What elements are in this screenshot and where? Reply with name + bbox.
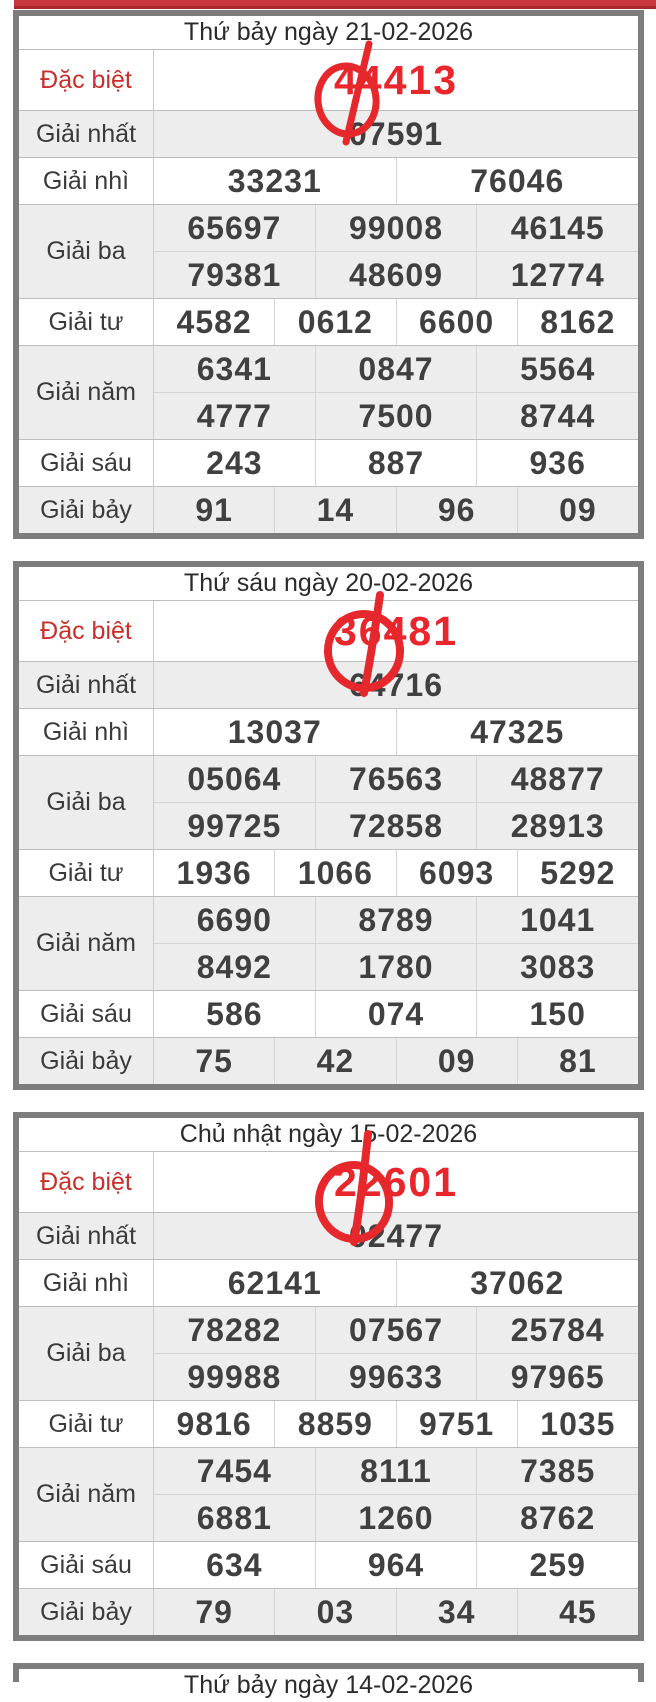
- prize-row-fifth: [19, 1447, 638, 1541]
- prize-number: 76563: [315, 756, 477, 802]
- special-prize-row: [19, 1151, 638, 1212]
- prize-row-third: [19, 755, 638, 849]
- prize-row-fourth: [19, 1400, 638, 1447]
- top-red-bar: [14, 0, 656, 9]
- date-title: Thứ bảy ngày 21-02-2026: [183, 18, 474, 46]
- prize-label: Giải nhì: [42, 717, 130, 746]
- prize-label: Giải bảy: [40, 1597, 132, 1626]
- prize-number: 1066: [274, 850, 395, 896]
- prize-label: Giải nhì: [42, 1268, 130, 1297]
- table-date-header: [19, 567, 638, 600]
- result-table-1: [13, 10, 644, 539]
- prize-row-fifth: [19, 896, 638, 990]
- prize-label: Giải ba: [46, 1339, 126, 1367]
- prize-label: Giải bảy: [40, 495, 132, 524]
- prize-number: 05064: [187, 760, 282, 797]
- prize-number: 72858: [315, 803, 477, 849]
- prize-row-seventh: [19, 1588, 638, 1635]
- prize-number: 14: [274, 487, 395, 533]
- special-prize-number: 22601: [333, 1158, 458, 1205]
- prize-number: 7385: [476, 1448, 638, 1494]
- prize-row-first: [19, 661, 638, 708]
- prize-number: 074: [315, 991, 477, 1037]
- prize-row-sixth: [19, 439, 638, 486]
- prize-number: 634: [206, 1546, 263, 1583]
- prize-number: 64716: [349, 666, 443, 703]
- prize-label: Giải năm: [35, 929, 137, 957]
- prize-number: 8492: [196, 948, 272, 985]
- prize-row-second: [19, 1259, 638, 1306]
- table-date-header: [19, 1118, 638, 1151]
- prize-number: 97965: [476, 1354, 638, 1400]
- prize-number: 586: [206, 995, 263, 1032]
- prize-number: 259: [476, 1542, 638, 1588]
- prize-label: Giải sáu: [40, 448, 132, 477]
- prize-row-second: [19, 157, 638, 204]
- prize-number: 28913: [476, 803, 638, 849]
- prize-number: 79381: [187, 256, 282, 293]
- prize-label: Giải ba: [46, 237, 126, 265]
- date-title: Thứ sáu ngày 20-02-2026: [183, 569, 474, 597]
- result-table-4-partial: [13, 1663, 644, 1699]
- prize-label: Giải nhất: [35, 1221, 137, 1250]
- prize-number: 8789: [315, 897, 477, 943]
- prize-number: 243: [206, 444, 263, 481]
- prize-row-seventh: [19, 1037, 638, 1084]
- prize-number: 9816: [176, 1405, 252, 1442]
- prize-row-third: [19, 1306, 638, 1400]
- special-prize-row: [19, 600, 638, 661]
- prize-number: 46145: [476, 205, 638, 251]
- prize-number: 4582: [176, 303, 252, 340]
- prize-number: 887: [315, 440, 477, 486]
- prize-number: 99008: [315, 205, 477, 251]
- prize-number: 4777: [196, 397, 272, 434]
- prize-label: Giải nhất: [35, 670, 137, 699]
- prize-number: 99725: [187, 807, 282, 844]
- prize-number: 6093: [396, 850, 517, 896]
- prize-number: 65697: [187, 209, 282, 246]
- prize-row-first: [19, 1212, 638, 1259]
- prize-label: Giải tư: [48, 307, 124, 336]
- prize-number: 1041: [476, 897, 638, 943]
- prize-number: 0847: [315, 346, 477, 392]
- prize-label: Giải nhì: [42, 166, 130, 195]
- special-prize-number: 44413: [333, 56, 458, 103]
- prize-row-third: [19, 204, 638, 298]
- special-prize-row: [19, 49, 638, 110]
- result-table-3: [13, 1112, 644, 1641]
- prize-label: Giải tư: [48, 1409, 124, 1438]
- prize-number: 48877: [476, 756, 638, 802]
- prize-row-fifth: [19, 345, 638, 439]
- prize-number: 09: [517, 487, 638, 533]
- prize-row-sixth: [19, 1541, 638, 1588]
- prize-number: 5564: [476, 346, 638, 392]
- prize-number: 07591: [349, 115, 443, 152]
- prize-number: 6690: [196, 901, 272, 938]
- prize-number: 8744: [476, 393, 638, 439]
- prize-number: 8111: [315, 1448, 477, 1494]
- prize-number: 9751: [396, 1401, 517, 1447]
- prize-number: 13037: [227, 713, 322, 750]
- prize-number: 91: [195, 491, 233, 528]
- prize-label: Giải tư: [48, 858, 124, 887]
- prize-row-first: [19, 110, 638, 157]
- prize-number: 8859: [274, 1401, 395, 1447]
- prize-row-second: [19, 708, 638, 755]
- prize-number: 81: [517, 1038, 638, 1084]
- prize-number: 0612: [274, 299, 395, 345]
- prize-number: 47325: [396, 709, 639, 755]
- prize-number: 07567: [315, 1307, 477, 1353]
- prize-number: 964: [315, 1542, 477, 1588]
- prize-number: 33231: [227, 162, 322, 199]
- result-table-2: [13, 561, 644, 1090]
- prize-number: 3083: [476, 944, 638, 990]
- prize-number: 78282: [187, 1311, 282, 1348]
- prize-number: 6600: [396, 299, 517, 345]
- prize-number: 34: [396, 1589, 517, 1635]
- prize-label: Giải năm: [35, 1480, 137, 1508]
- prize-number: 936: [476, 440, 638, 486]
- prize-label: Giải sáu: [40, 999, 132, 1028]
- prize-label: Đặc biệt: [40, 1167, 132, 1196]
- prize-label: Giải bảy: [40, 1046, 132, 1075]
- prize-row-seventh: [19, 486, 638, 533]
- prize-number: 99988: [187, 1358, 282, 1395]
- table-date-header: [19, 1669, 638, 1702]
- prize-number: 96: [396, 487, 517, 533]
- prize-number: 8762: [476, 1495, 638, 1541]
- prize-number: 42: [274, 1038, 395, 1084]
- prize-number: 8162: [517, 299, 638, 345]
- prize-label: Đặc biệt: [40, 65, 132, 94]
- prize-number: 6881: [196, 1499, 272, 1536]
- prize-number: 02477: [349, 1217, 443, 1254]
- prize-number: 62141: [227, 1264, 322, 1301]
- date-title: Chủ nhật ngày 15-02-2026: [179, 1120, 478, 1148]
- prize-label: Giải ba: [46, 788, 126, 816]
- table-date-header: [19, 16, 638, 49]
- prize-number: 12774: [476, 252, 638, 298]
- prize-row-fourth: [19, 298, 638, 345]
- prize-row-fourth: [19, 849, 638, 896]
- prize-row-sixth: [19, 990, 638, 1037]
- prize-number: 09: [396, 1038, 517, 1084]
- prize-number: 03: [274, 1589, 395, 1635]
- prize-number: 99633: [315, 1354, 477, 1400]
- prize-number: 150: [476, 991, 638, 1037]
- prize-number: 37062: [396, 1260, 639, 1306]
- prize-number: 75: [195, 1042, 233, 1079]
- prize-number: 1780: [315, 944, 477, 990]
- prize-number: 76046: [396, 158, 639, 204]
- prize-number: 5292: [517, 850, 638, 896]
- prize-label: Giải năm: [35, 378, 137, 406]
- prize-number: 1260: [315, 1495, 477, 1541]
- prize-number: 25784: [476, 1307, 638, 1353]
- date-title: Thứ bảy ngày 14-02-2026: [183, 1671, 474, 1699]
- prize-number: 1936: [176, 854, 252, 891]
- prize-number: 7454: [196, 1452, 272, 1489]
- prize-number: 79: [195, 1593, 233, 1630]
- prize-label: Giải sáu: [40, 1550, 132, 1579]
- prize-label: Giải nhất: [35, 119, 137, 148]
- prize-number: 6341: [196, 350, 272, 387]
- prize-number: 1035: [517, 1401, 638, 1447]
- prize-number: 7500: [315, 393, 477, 439]
- prize-number: 45: [517, 1589, 638, 1635]
- prize-label: Đặc biệt: [40, 616, 132, 645]
- special-prize-number: 36481: [333, 607, 458, 654]
- prize-number: 48609: [315, 252, 477, 298]
